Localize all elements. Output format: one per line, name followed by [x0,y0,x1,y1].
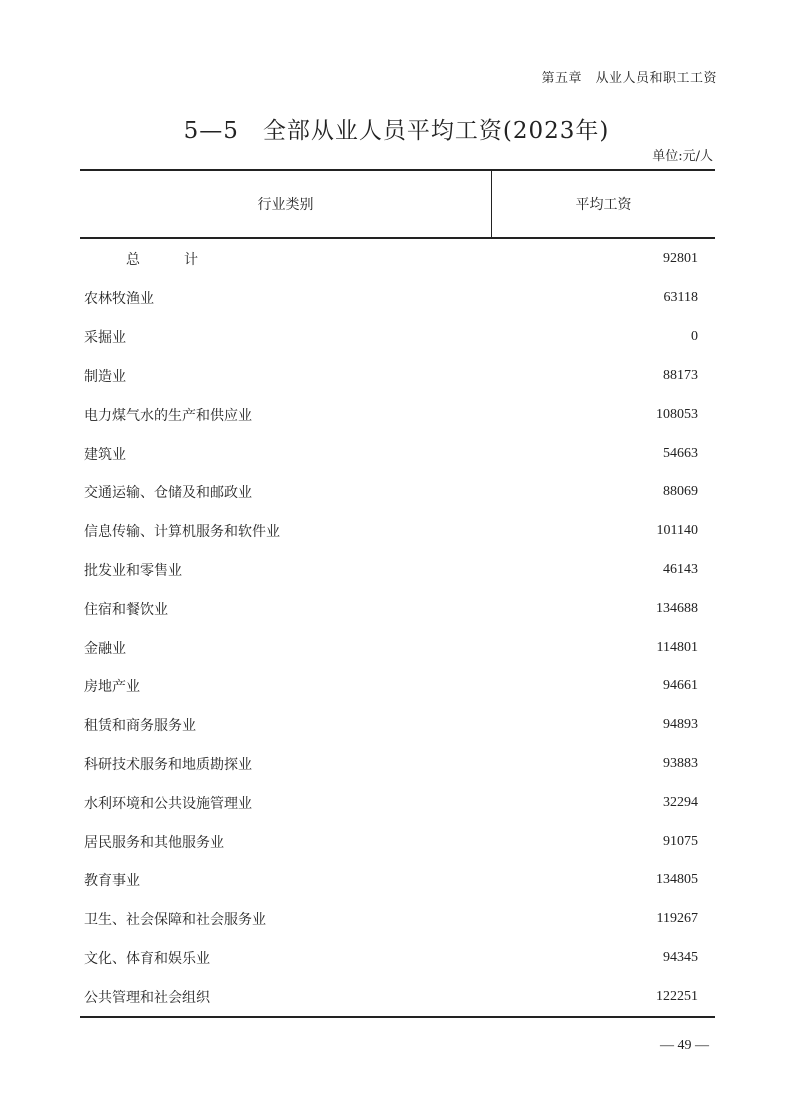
industry-name: 交通运输、仓储及和邮政业 [84,485,252,502]
industry-name: 租赁和商务服务业 [84,718,196,735]
industry-name: 教育事业 [84,873,140,890]
header-industry: 行业类别 [80,171,492,237]
wage-table [80,169,715,1018]
industry-name: 农林牧渔业 [84,291,154,308]
industry-name: 科研技术服务和地质勘探业 [84,756,252,773]
industry-name: 住宿和餐饮业 [84,601,168,618]
industry-name: 建筑业 [84,446,126,463]
table-row [80,745,715,784]
table-row [80,395,715,434]
industry-name: 金融业 [84,640,126,657]
industry-name: 水利环境和公共设施管理业 [84,795,252,812]
table-row [80,783,715,822]
table-row [80,434,715,473]
table-row [80,939,715,978]
table-header [80,171,715,239]
table-row [80,357,715,396]
average-wage-value: 54663 [663,445,698,461]
industry-name: 房地产业 [84,679,140,696]
average-wage-value: 119267 [656,911,698,927]
industry-name: 电力煤气水的生产和供应业 [84,407,252,424]
page-number: — 49 — [660,1038,709,1053]
average-wage-value: 63118 [663,290,698,306]
average-wage-value: 88173 [663,367,698,383]
industry-name: 采掘业 [84,330,126,347]
industry-name: 文化、体育和娱乐业 [84,950,210,967]
table-row [80,822,715,861]
industry-name: 制造业 [84,368,126,385]
average-wage-value: 101140 [656,523,698,539]
table-row [80,239,715,279]
unit-label: 单位:元/人 [652,149,713,164]
average-wage-value: 114801 [656,639,698,655]
average-wage-value: 108053 [656,406,698,422]
table-row [80,589,715,628]
table-row [80,706,715,745]
table-row [80,512,715,551]
average-wage-value: 94893 [663,717,698,733]
table-row [80,279,715,318]
table-row [80,551,715,590]
average-wage-value: 134688 [656,600,698,616]
average-wage-value: 122251 [656,988,698,1004]
industry-name: 信息传输、计算机服务和软件业 [84,524,280,541]
table-row [80,628,715,667]
table-row [80,977,715,1016]
table-row [80,861,715,900]
table-row [80,667,715,706]
running-head: 第五章 从业人员和职工工资 [541,71,717,86]
industry-name: 公共管理和社会组织 [84,989,210,1006]
industry-name: 批发业和零售业 [84,562,182,579]
header-wage: 平均工资 [575,197,632,213]
average-wage-value: 134805 [656,872,698,888]
average-wage-value: 91075 [663,833,698,849]
table-title: 5—5 全部从业人员平均工资(2023年) [183,118,610,144]
industry-name: 总计 [126,252,242,268]
average-wage-value: 32294 [663,794,698,810]
average-wage-value: 94661 [663,678,698,694]
table-body [80,239,715,1016]
table-row [80,900,715,939]
industry-name: 卫生、社会保障和社会服务业 [84,912,266,929]
average-wage-value: 92801 [663,251,698,266]
average-wage-value: 94345 [663,949,698,965]
average-wage-value: 0 [691,329,698,345]
table-row [80,473,715,512]
average-wage-value: 88069 [663,484,698,500]
industry-name: 居民服务和其他服务业 [84,834,224,851]
average-wage-value: 93883 [663,755,698,771]
average-wage-value: 46143 [663,561,698,577]
table-row [80,318,715,357]
